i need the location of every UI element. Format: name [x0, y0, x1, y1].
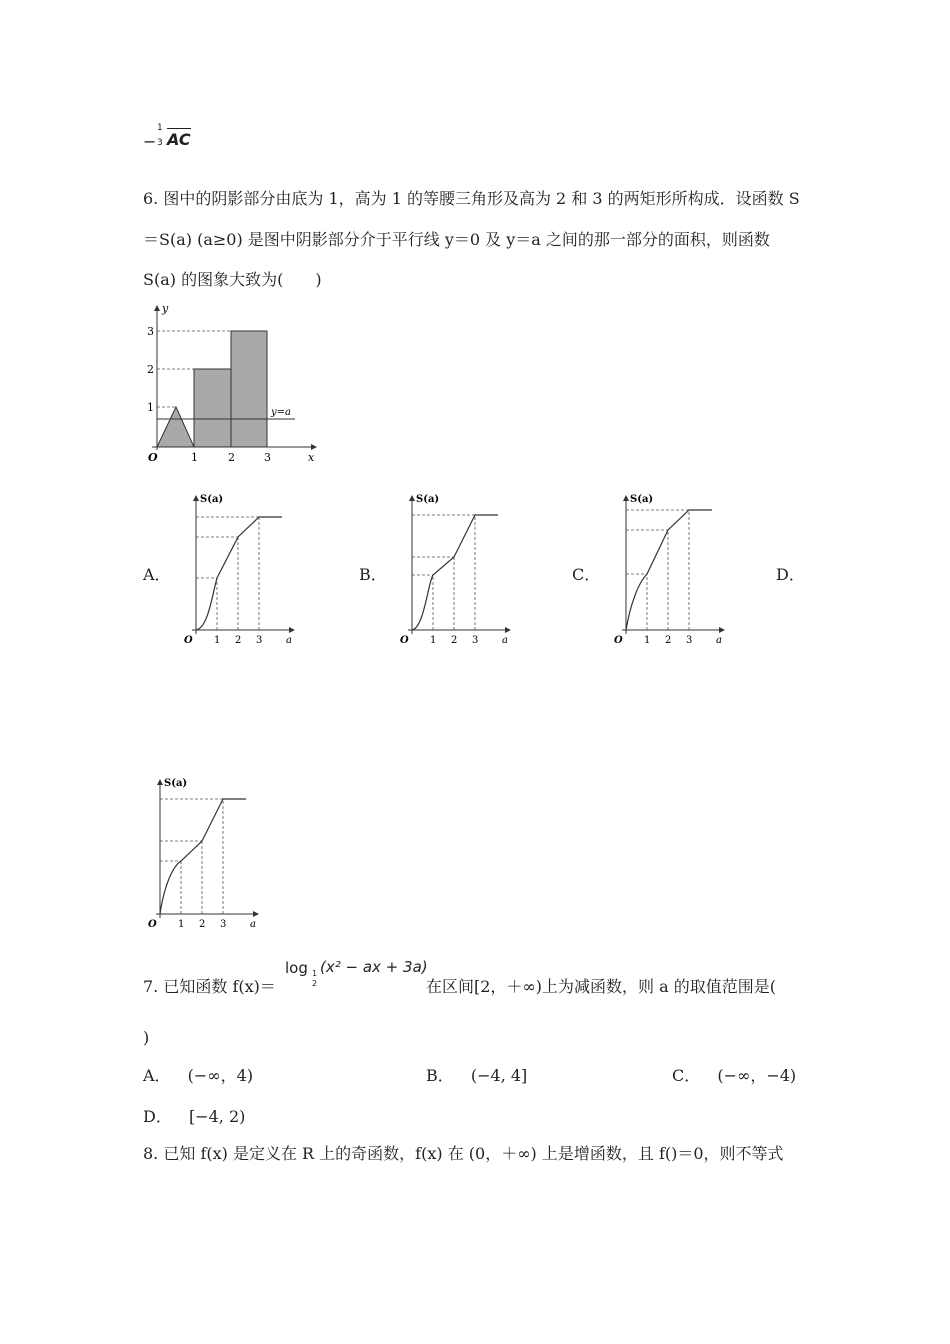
q6-line-2: ＝S(a) (a≥0) 是图中阴影部分介于平行线 y＝0 及 y＝a 之间的那一部分的面积，则函数 [143, 230, 770, 249]
x-tick-2: 2 [235, 635, 242, 646]
choice-b-value: (−4, 4] [470, 1066, 528, 1085]
q8-line-1: 8. 已知 f(x) 是定义在 R 上的奇函数，f(x) 在 (0，＋∞) 上是增函数，且 f()＝0，则不等式 [143, 1144, 784, 1163]
origin-label: O [184, 635, 193, 646]
fraction-numerator: 1 [157, 123, 163, 133]
fraction-denominator: 3 [157, 138, 163, 148]
x-tick-1: 1 [214, 635, 221, 646]
choice-c-value: (−∞，−4) [717, 1066, 797, 1085]
x-tick-1: 1 [430, 635, 437, 646]
q6-line-3: S(a) 的图象大致为( ) [143, 270, 322, 289]
vector-fragment [143, 122, 203, 152]
x-axis-label: a [716, 635, 722, 646]
x-tick-3: 3 [472, 635, 479, 646]
x-tick-1: 1 [644, 635, 651, 646]
x-tick-2: 2 [665, 635, 672, 646]
shaded-rect-height-2 [194, 369, 231, 447]
x-tick-3: 3 [686, 635, 693, 646]
curve-s-of-a [196, 517, 282, 630]
line-label: y=a [271, 407, 291, 418]
shaded-rect-height-3 [231, 331, 267, 447]
choice-b-label: B． [426, 1066, 454, 1085]
log-text: log [285, 959, 308, 977]
curve-s-of-a [626, 510, 712, 630]
y-tick-3: 3 [147, 325, 154, 338]
x-tick-2: 2 [451, 635, 458, 646]
x-tick-1: 1 [191, 451, 198, 464]
y-axis-label: S(a) [416, 494, 440, 505]
q7-prefix: 7. 已知函数 f(x)＝ [143, 977, 276, 996]
x-axis-label: a [250, 919, 256, 930]
origin-label: O [614, 635, 623, 646]
y-tick-2: 2 [147, 363, 154, 376]
x-axis-label: x [308, 451, 315, 464]
log-base-denominator: 2 [312, 979, 318, 988]
option-b-graph[interactable] [392, 488, 517, 648]
option-b-label[interactable]: B． [359, 565, 387, 584]
x-tick-2: 2 [199, 919, 206, 930]
q7-choice-b[interactable] [426, 1066, 527, 1086]
option-c-graph[interactable] [606, 488, 731, 648]
origin-label: O [400, 635, 409, 646]
option-c-label[interactable]: C． [572, 565, 601, 584]
choice-d-value: [−4, 2) [188, 1107, 246, 1126]
minus-sign: − [143, 132, 157, 151]
x-axis-label: a [502, 635, 508, 646]
x-tick-3: 3 [220, 919, 227, 930]
y-axis-label: S(a) [630, 494, 654, 505]
q7-choice-a[interactable] [143, 1066, 253, 1086]
x-axis-label: a [286, 635, 292, 646]
y-axis-label: S(a) [200, 494, 224, 505]
option-a-graph[interactable] [176, 488, 301, 648]
log-base-numerator: 1 [312, 969, 318, 978]
choice-a-label: A． [143, 1066, 171, 1085]
shaded-triangle [157, 407, 194, 447]
choice-a-value: (−∞，4) [187, 1066, 254, 1085]
q6-line-1: 6. 图中的阴影部分由底为 1，高为 1 的等腰三角形及高为 2 和 3 的两矩形所构成．设函数 S [143, 189, 800, 208]
curve-s-of-a [412, 515, 498, 630]
x-tick-1: 1 [178, 919, 185, 930]
log-argument: (x² − ax + 3a) [320, 958, 428, 976]
vector-ac: AC [167, 130, 191, 149]
x-tick-3: 3 [264, 451, 271, 464]
q7-choice-d[interactable] [143, 1107, 245, 1127]
x-tick-2: 2 [228, 451, 235, 464]
y-axis-label: S(a) [164, 778, 188, 789]
choice-d-label: D． [143, 1107, 172, 1126]
y-axis-label: y [162, 302, 169, 315]
origin-label: O [148, 451, 158, 464]
q7-log-formula [285, 957, 428, 989]
y-tick-1: 1 [147, 401, 154, 414]
x-tick-3: 3 [256, 635, 263, 646]
origin-label: O [148, 919, 157, 930]
q7-suffix: 在区间[2，＋∞)上为减函数，则 a 的取值范围是( [426, 977, 776, 996]
option-a-label[interactable]: A． [143, 565, 171, 584]
option-d-label[interactable]: D． [776, 565, 805, 584]
q7-close-paren: ) [143, 1028, 150, 1047]
q6-main-figure [140, 300, 325, 465]
q7-choice-c[interactable] [672, 1066, 796, 1086]
option-d-graph[interactable] [140, 772, 265, 932]
curve-s-of-a [160, 799, 246, 914]
choice-c-label: C． [672, 1066, 701, 1085]
